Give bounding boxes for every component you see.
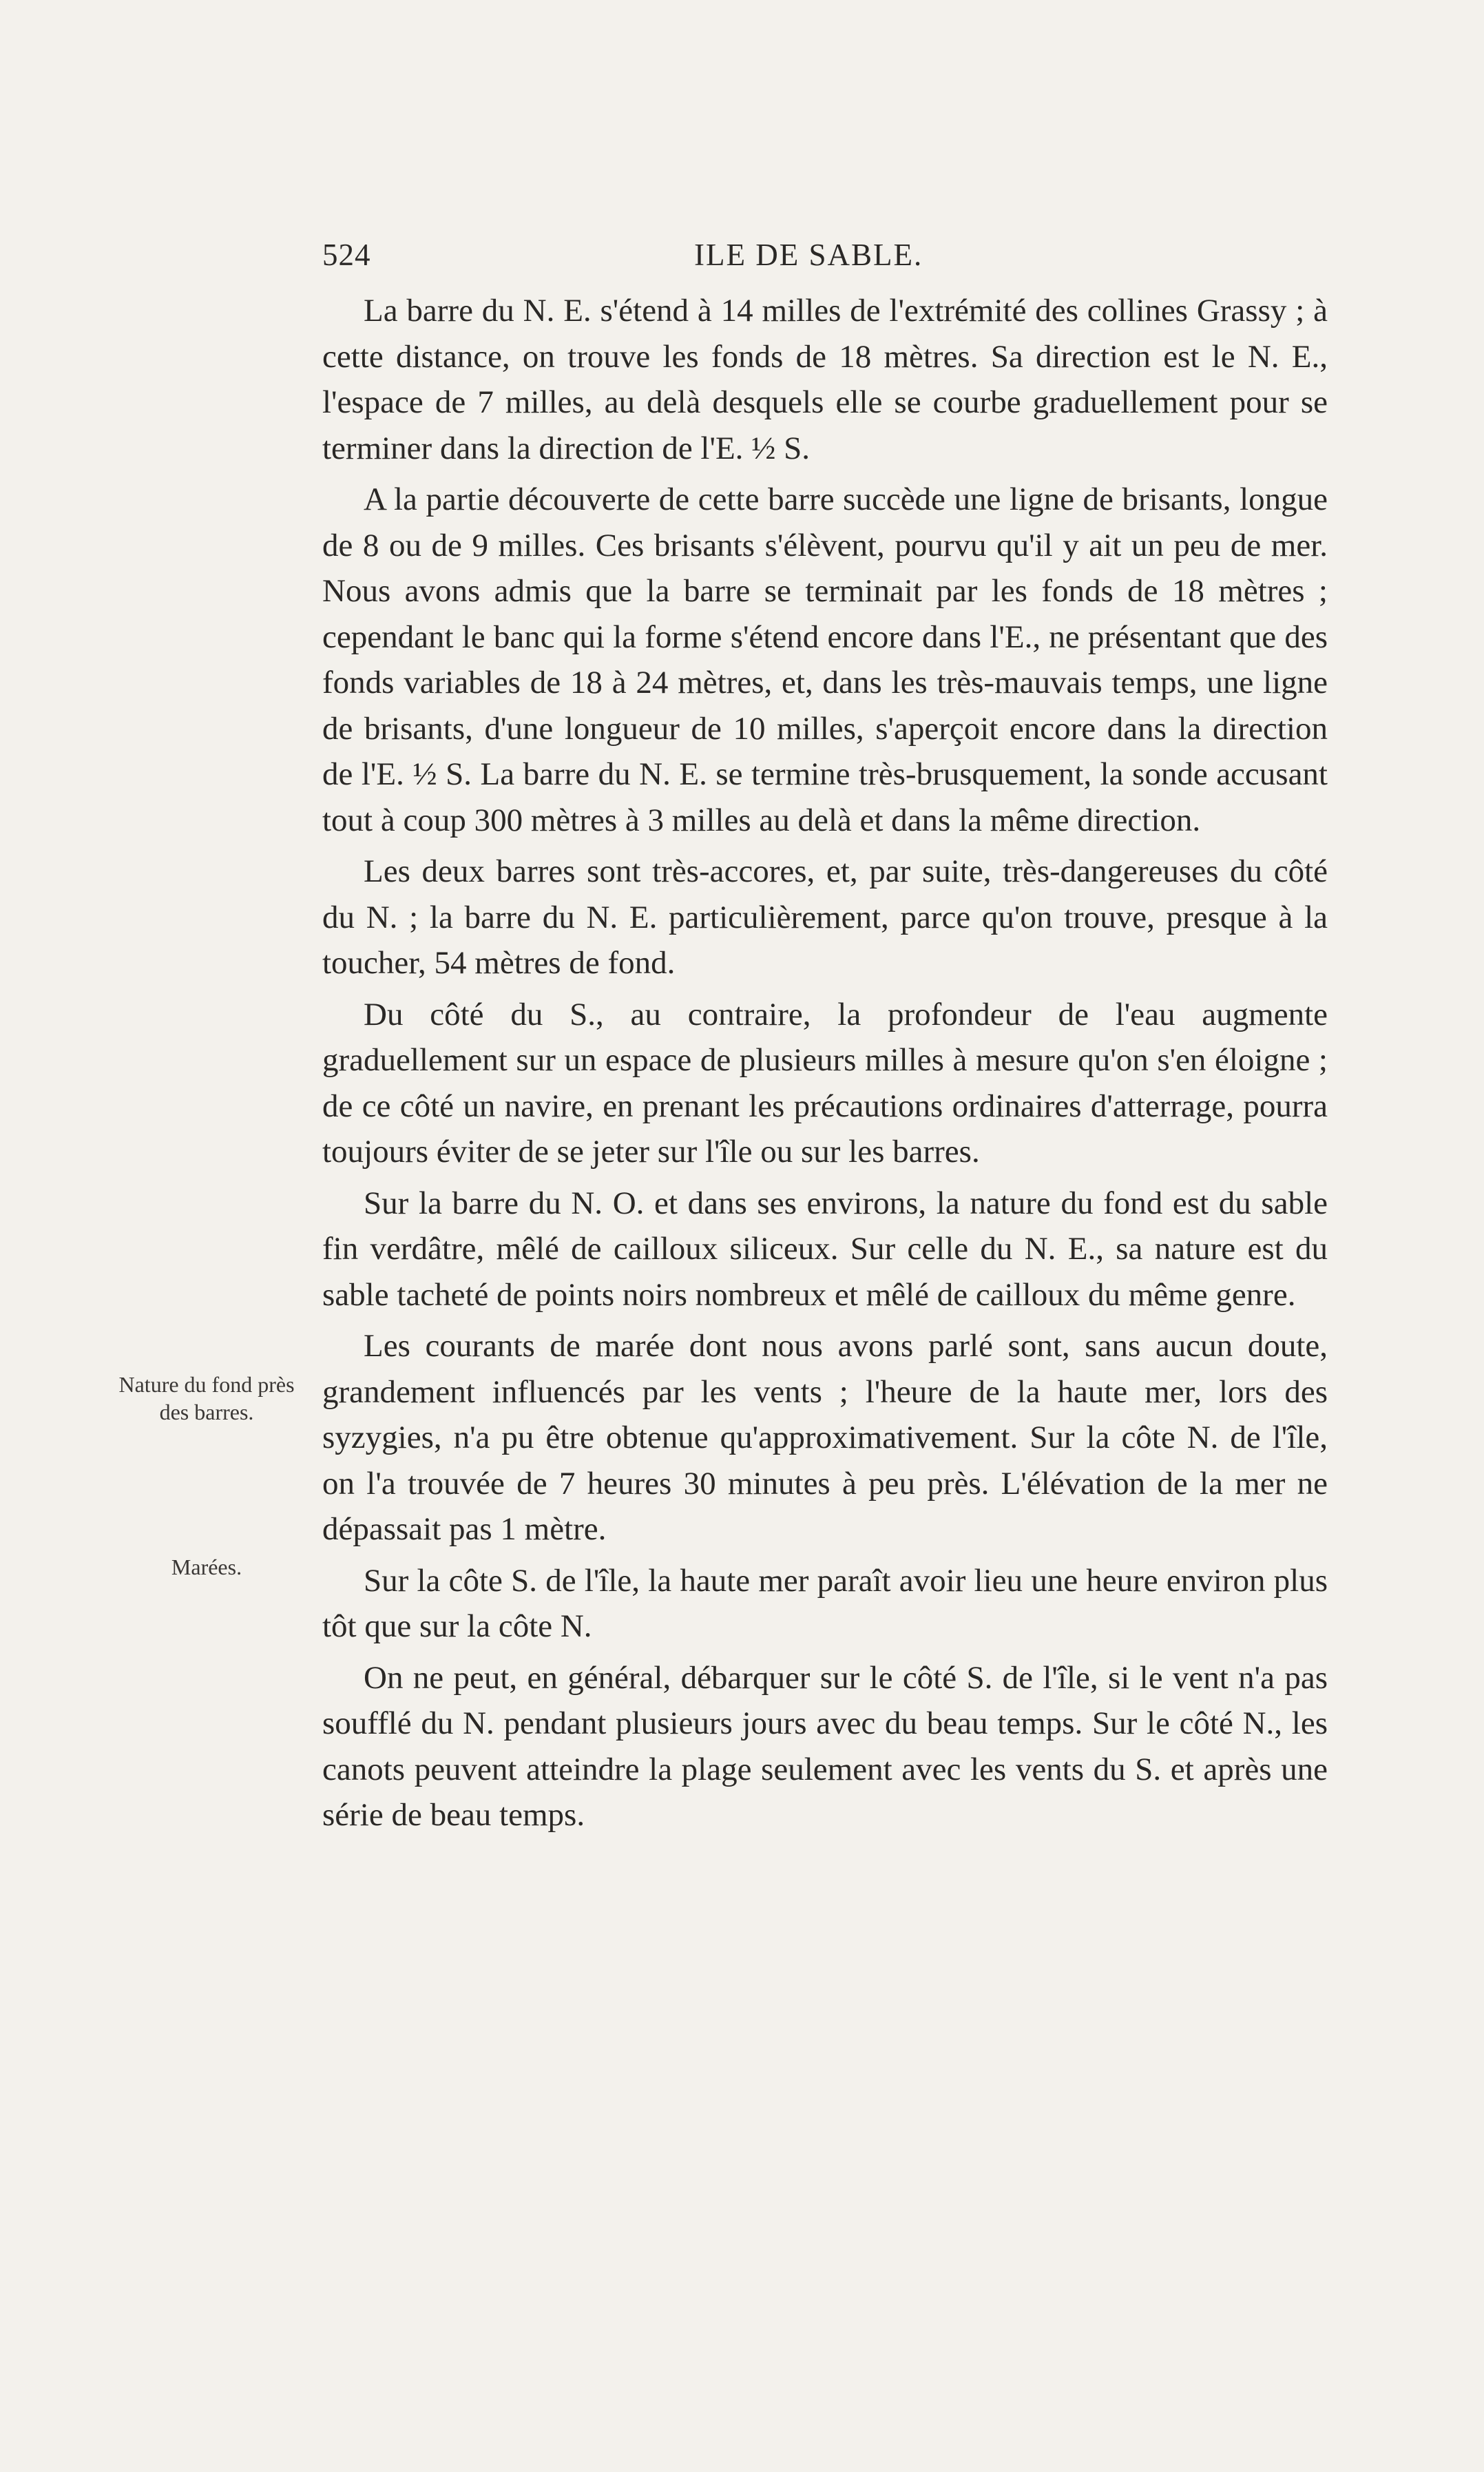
paragraph-deux-barres: Les deux barres sont très-accores, et, par suite, très-dangereuses du côté du N. ; la barre du N. E. particulièrement, parce qu'on trouve, presque à la toucher, 54 mètres de fond. [322,853,1328,981]
paragraph-barre-ne: La barre du N. E. s'étend à 14 milles de l'extrémité des collines Grassy ; à cette distance, on trouve les fonds de 18 mètres. Sa direction est le N. E., l'espace de 7 milles, au delà desquels elle se courbe graduellement pour se terminer dans la direction de l'E. ½ S. [322,293,1328,466]
margin-note-nature-du-fond: Nature du fond près des barres. [118,1372,295,1424]
paragraph-courants-maree: Les courants de marée dont nous avons parlé sont, sans aucun doute, grandement influencés par les vents ; l'heure de la haute mer, lors des syzygies, n'a pu être obtenue qu'approximativement. Sur la côte N. de l'île, on l'a trouvée de 7 heures 30 minutes à peu près. L'élévation de la mer ne dépassait pas 1 mètre. [322,1328,1328,1547]
page-number: 524 [322,238,371,272]
margin-note-marees: Marées. [171,1555,242,1579]
paragraph-brisants: A la partie découverte de cette barre succède une ligne de brisants, longue de 8 ou de 9 milles. Ces brisants s'élèvent, pourvu qu'il y ait un peu de mer. Nous avons admis que la barre se terminait par les fonds de 18 mètres ; cependant le banc qui la forme s'étend encore dans l'E., ne présentant que des fonds variables de 18 à 24 mètres, et, dans les très-mauvais temps, une ligne de brisants, d'une longueur de 10 milles, s'aperçoit encore dans la direction de l'E. ½ S. La barre du N. E. se termine très-brusquement, la sonde accusant tout à coup 300 mètres à 3 milles au delà et dans la même direction. [322,481,1328,838]
body-text [322,288,1328,1844]
paragraph-nature-fond: Sur la barre du N. O. et dans ses environs, la nature du fond est du sable fin verdâtre, mêlé de cailloux siliceux. Sur celle du N. E., sa nature est du sable tacheté de points noirs nombreux et mêlé de cailloux du même genre. [322,1185,1328,1313]
paragraph-cote-sud: Du côté du S., au contraire, la profondeur de l'eau augmente graduellement sur un espace de plusieurs milles à mesure qu'on s'en éloigne ; de ce côté un navire, en prenant les précautions ordinaires d'atterrage, pourra toujours éviter de se jeter sur l'île ou sur les barres. [322,996,1328,1170]
paragraph-debarquer: On ne peut, en général, débarquer sur le côté S. de l'île, si le vent n'a pas soufflé du N. pendant plusieurs jours avec du beau temps. Sur le côté N., les canots peuvent atteindre la plage seulement avec les vents du S. et après une série de beau temps. [322,1659,1328,1833]
paragraph-haute-mer: Sur la côte S. de l'île, la haute mer paraît avoir lieu une heure environ plus tôt que sur la côte N. [322,1562,1328,1644]
running-title: ILE DE SABLE. [694,238,923,272]
page-header [322,227,1328,282]
